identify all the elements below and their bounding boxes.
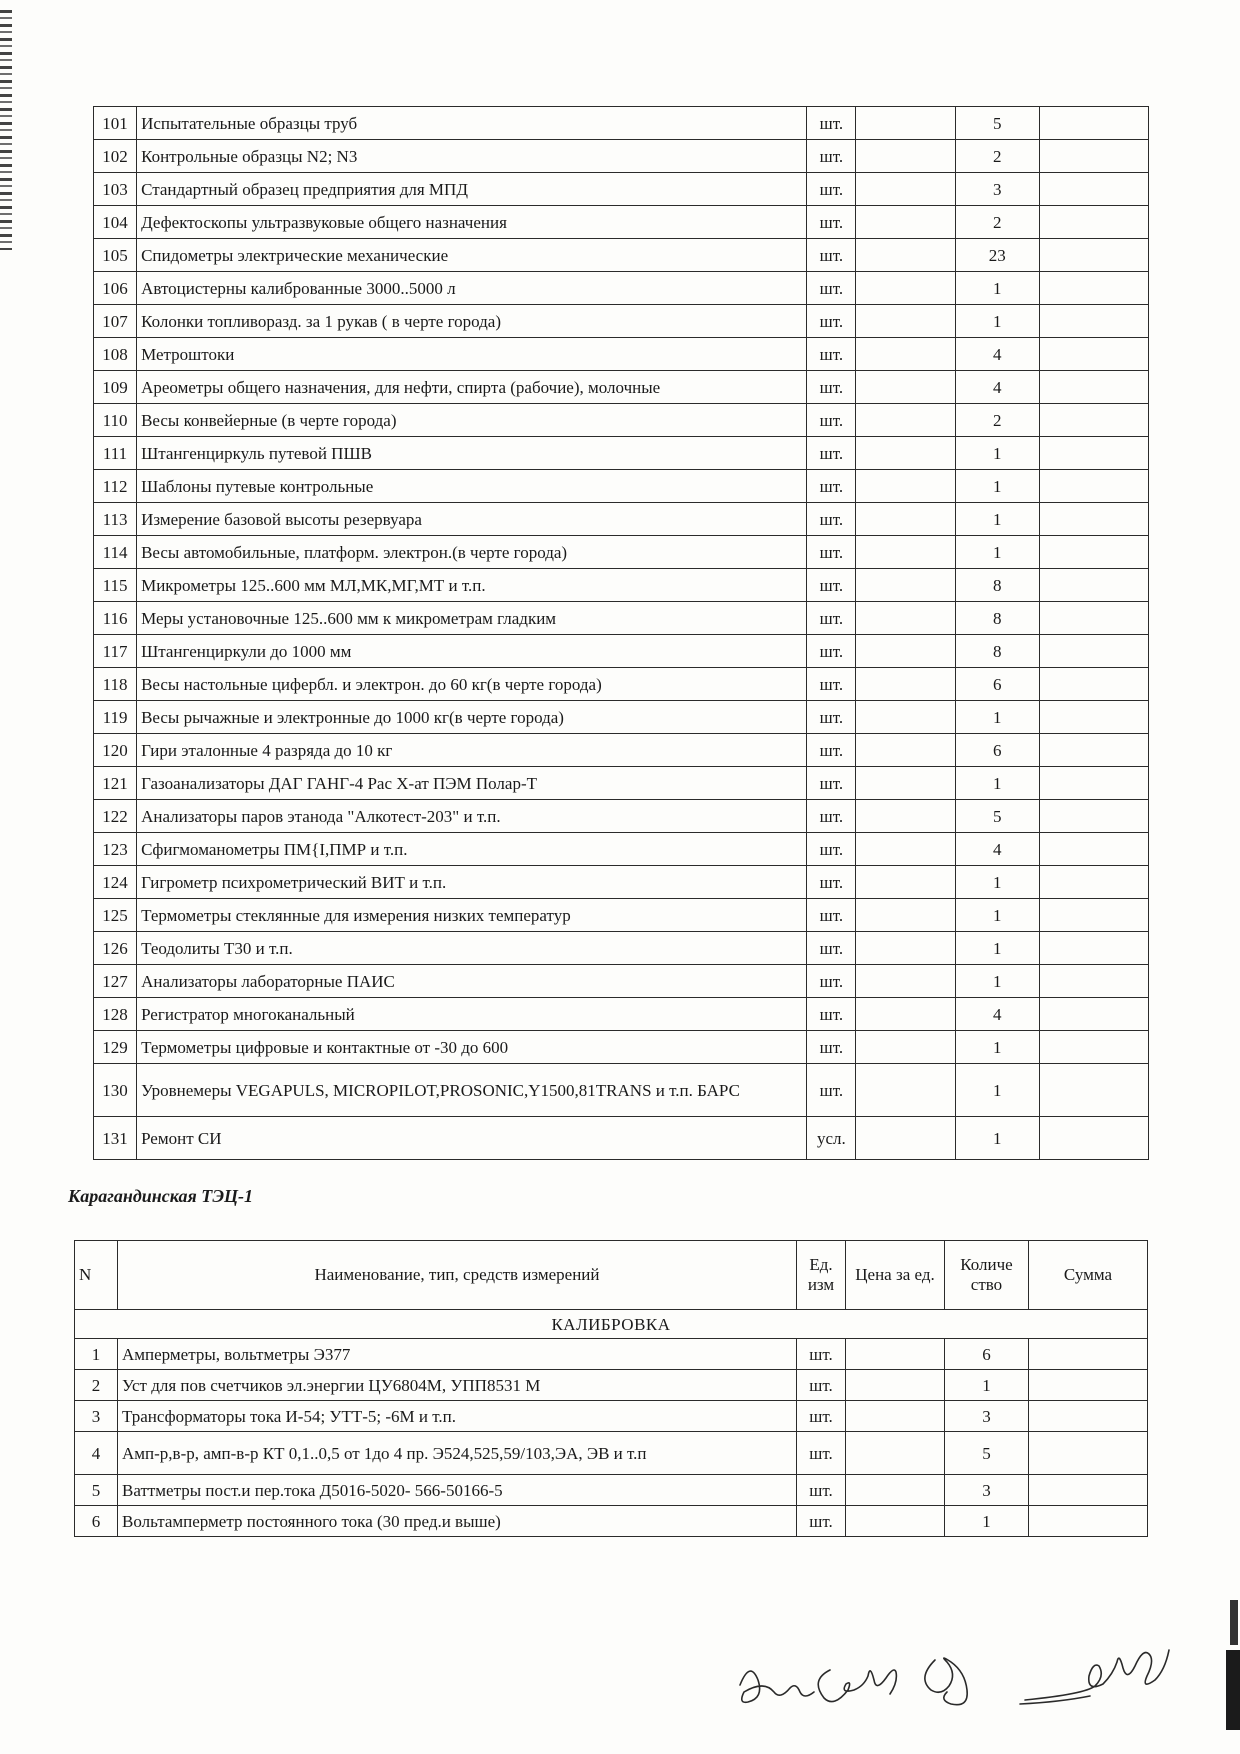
item-unit: шт. — [807, 173, 856, 206]
item-name: Анализаторы лабораторные ПАИС — [137, 965, 807, 998]
item-unit: шт. — [807, 734, 856, 767]
item-unit: шт. — [807, 536, 856, 569]
item-name: Регистратор многоканальный — [137, 998, 807, 1031]
table-row — [94, 305, 1149, 338]
item-name: Шаблоны путевые контрольные — [137, 470, 807, 503]
item-price — [856, 206, 955, 239]
item-name: Весы настольные цифербл. и электрон. до 60 кг(в черте города) — [137, 668, 807, 701]
row-number: 123 — [94, 833, 137, 866]
item-unit: шт. — [807, 998, 856, 1031]
item-name: Испытательные образцы труб — [137, 107, 807, 140]
item-unit: шт. — [807, 371, 856, 404]
item-sum — [1039, 107, 1148, 140]
item-quantity: 6 — [955, 668, 1039, 701]
table-row — [94, 800, 1149, 833]
row-number: 1 — [75, 1339, 118, 1370]
table-row — [75, 1432, 1148, 1475]
item-price — [856, 371, 955, 404]
row-number: 105 — [94, 239, 137, 272]
item-quantity: 6 — [955, 734, 1039, 767]
calibration-table — [74, 1240, 1148, 1537]
row-number: 114 — [94, 536, 137, 569]
item-sum — [1039, 833, 1148, 866]
row-number: 104 — [94, 206, 137, 239]
item-unit: шт. — [807, 338, 856, 371]
item-price — [856, 965, 955, 998]
row-number: 2 — [75, 1370, 118, 1401]
table-row — [94, 404, 1149, 437]
item-name: Стандартный образец предприятия для МПД — [137, 173, 807, 206]
item-unit: шт. — [807, 899, 856, 932]
item-sum — [1039, 701, 1148, 734]
item-name: Термометры цифровые и контактные от -30 до 600 — [137, 1031, 807, 1064]
row-number: 117 — [94, 635, 137, 668]
item-quantity: 5 — [955, 107, 1039, 140]
row-number: 106 — [94, 272, 137, 305]
item-price — [856, 272, 955, 305]
item-name: Термометры стеклянные для измерения низких температур — [137, 899, 807, 932]
table-row — [94, 371, 1149, 404]
item-price — [856, 932, 955, 965]
item-price — [856, 107, 955, 140]
item-sum — [1039, 1117, 1148, 1160]
item-quantity: 5 — [955, 800, 1039, 833]
table-row — [94, 437, 1149, 470]
item-quantity: 1 — [955, 305, 1039, 338]
table-row — [94, 734, 1149, 767]
item-sum — [1029, 1506, 1148, 1537]
item-price — [856, 668, 955, 701]
item-name: Гири эталонные 4 разряда до 10 кг — [137, 734, 807, 767]
table-row — [94, 932, 1149, 965]
item-unit: шт. — [807, 470, 856, 503]
item-sum — [1029, 1401, 1148, 1432]
header-n: N — [75, 1241, 118, 1310]
item-sum — [1039, 899, 1148, 932]
item-unit: шт. — [807, 668, 856, 701]
item-sum — [1029, 1475, 1148, 1506]
item-quantity: 3 — [945, 1401, 1029, 1432]
item-sum — [1039, 305, 1148, 338]
row-number: 101 — [94, 107, 137, 140]
item-price — [856, 173, 955, 206]
item-name: Весы рычажные и электронные до 1000 кг(в черте города) — [137, 701, 807, 734]
item-name: Весы конвейерные (в черте города) — [137, 404, 807, 437]
table-row — [94, 602, 1149, 635]
table-row — [75, 1506, 1148, 1537]
item-unit: шт. — [807, 833, 856, 866]
item-name: Контрольные образцы N2; N3 — [137, 140, 807, 173]
item-price — [856, 404, 955, 437]
item-sum — [1039, 470, 1148, 503]
row-number: 127 — [94, 965, 137, 998]
item-name: Амперметры, вольтметры Э377 — [118, 1339, 797, 1370]
item-unit: шт. — [797, 1370, 846, 1401]
item-quantity: 8 — [955, 569, 1039, 602]
subheader-row — [75, 1310, 1148, 1339]
item-sum — [1039, 173, 1148, 206]
item-price — [856, 503, 955, 536]
item-quantity: 1 — [955, 1031, 1039, 1064]
item-name: Теодолиты Т30 и т.п. — [137, 932, 807, 965]
item-quantity: 4 — [955, 833, 1039, 866]
item-name: Уст для пов счетчиков эл.энергии ЦУ6804М, УПП8531 М — [118, 1370, 797, 1401]
table-row — [75, 1339, 1148, 1370]
item-quantity: 1 — [945, 1370, 1029, 1401]
row-number: 108 — [94, 338, 137, 371]
item-unit: шт. — [807, 206, 856, 239]
row-number: 115 — [94, 569, 137, 602]
item-sum — [1039, 866, 1148, 899]
table-row — [94, 107, 1149, 140]
item-unit: шт. — [807, 503, 856, 536]
subheader-calibration: КАЛИБРОВКА — [75, 1310, 1148, 1339]
row-number: 116 — [94, 602, 137, 635]
header-name: Наименование, тип, средств измерений — [118, 1241, 797, 1310]
item-unit: шт. — [807, 800, 856, 833]
header-sum: Сумма — [1029, 1241, 1148, 1310]
item-unit: шт. — [807, 1064, 856, 1117]
item-price — [856, 569, 955, 602]
item-sum — [1039, 998, 1148, 1031]
item-name: Спидометры электрические механические — [137, 239, 807, 272]
binder-marks — [0, 10, 12, 250]
header-price: Цена за ед. — [846, 1241, 945, 1310]
item-unit: шт. — [807, 107, 856, 140]
item-sum — [1029, 1370, 1148, 1401]
item-sum — [1039, 239, 1148, 272]
row-number: 122 — [94, 800, 137, 833]
item-sum — [1039, 206, 1148, 239]
item-unit: шт. — [807, 635, 856, 668]
item-unit: шт. — [807, 305, 856, 338]
item-price — [856, 437, 955, 470]
table-row — [94, 569, 1149, 602]
table-row — [94, 998, 1149, 1031]
instruments-table — [93, 106, 1149, 1160]
row-number: 119 — [94, 701, 137, 734]
table-row — [94, 635, 1149, 668]
table-row — [94, 272, 1149, 305]
item-quantity: 1 — [955, 503, 1039, 536]
item-quantity: 1 — [955, 272, 1039, 305]
table-row — [94, 1064, 1149, 1117]
item-price — [856, 734, 955, 767]
item-sum — [1039, 569, 1148, 602]
item-name: Автоцистерны калиброванные 3000..5000 л — [137, 272, 807, 305]
item-unit: шт. — [807, 569, 856, 602]
row-number: 3 — [75, 1401, 118, 1432]
item-sum — [1039, 767, 1148, 800]
item-quantity: 1 — [945, 1506, 1029, 1537]
item-name: Амп-р,в-р, амп-в-р КТ 0,1..0,5 от 1до 4 пр. Э524,525,59/103,ЭА, ЭВ и т.п — [118, 1432, 797, 1475]
item-quantity: 1 — [955, 437, 1039, 470]
row-number: 129 — [94, 1031, 137, 1064]
item-price — [856, 470, 955, 503]
item-price — [856, 305, 955, 338]
item-unit: усл. — [807, 1117, 856, 1160]
item-quantity: 23 — [955, 239, 1039, 272]
header-unit: Ед. изм — [797, 1241, 846, 1310]
item-unit: шт. — [807, 767, 856, 800]
item-price — [846, 1432, 945, 1475]
item-name: Штангенциркуль путевой ПШВ — [137, 437, 807, 470]
item-price — [856, 767, 955, 800]
row-number: 111 — [94, 437, 137, 470]
row-number: 107 — [94, 305, 137, 338]
item-price — [856, 635, 955, 668]
item-price — [856, 338, 955, 371]
item-sum — [1039, 932, 1148, 965]
table-row — [94, 206, 1149, 239]
item-unit: шт. — [807, 404, 856, 437]
item-quantity: 1 — [955, 470, 1039, 503]
signatures — [720, 1630, 1200, 1720]
item-name: Сфигмоманометры ПМ{I,ПМР и т.п. — [137, 833, 807, 866]
item-name: Газоанализаторы ДАГ ГАНГ-4 Рас Х-ат ПЭМ Полар-Т — [137, 767, 807, 800]
item-price — [846, 1401, 945, 1432]
item-quantity: 1 — [955, 965, 1039, 998]
item-quantity: 3 — [945, 1475, 1029, 1506]
item-name: Уровнемеры VEGAPULS, MICROPILOT,PROSONIC,Y1500,81TRANS и т.п. БАРС — [137, 1064, 807, 1117]
item-price — [856, 1064, 955, 1117]
item-quantity: 4 — [955, 998, 1039, 1031]
item-price — [856, 1117, 955, 1160]
item-unit: шт. — [807, 965, 856, 998]
row-number: 112 — [94, 470, 137, 503]
table-row — [94, 668, 1149, 701]
table-row — [94, 338, 1149, 371]
item-sum — [1039, 536, 1148, 569]
row-number: 118 — [94, 668, 137, 701]
item-name: Меры установочные 125..600 мм к микрометрам гладким — [137, 602, 807, 635]
item-sum — [1039, 371, 1148, 404]
item-price — [856, 701, 955, 734]
item-sum — [1039, 635, 1148, 668]
scan-edge-mark — [1230, 1600, 1238, 1645]
item-price — [856, 833, 955, 866]
item-quantity: 8 — [955, 602, 1039, 635]
item-quantity: 1 — [955, 701, 1039, 734]
item-unit: шт. — [797, 1401, 846, 1432]
item-unit: шт. — [807, 932, 856, 965]
item-sum — [1039, 800, 1148, 833]
item-unit: шт. — [807, 437, 856, 470]
row-number: 5 — [75, 1475, 118, 1506]
item-quantity: 1 — [955, 1064, 1039, 1117]
item-quantity: 4 — [955, 371, 1039, 404]
item-quantity: 1 — [955, 932, 1039, 965]
item-name: Дефектоскопы ультразвуковые общего назначения — [137, 206, 807, 239]
item-quantity: 1 — [955, 866, 1039, 899]
item-quantity: 3 — [955, 173, 1039, 206]
item-name: Метроштоки — [137, 338, 807, 371]
item-name: Анализаторы паров этанода "Алкотест-203" и т.п. — [137, 800, 807, 833]
item-sum — [1039, 272, 1148, 305]
item-quantity: 1 — [955, 767, 1039, 800]
item-price — [846, 1475, 945, 1506]
scan-edge-mark — [1226, 1650, 1240, 1730]
row-number: 124 — [94, 866, 137, 899]
item-name: Вольтамперметр постоянного тока (30 пред.и выше) — [118, 1506, 797, 1537]
row-number: 131 — [94, 1117, 137, 1160]
item-quantity: 6 — [945, 1339, 1029, 1370]
item-sum — [1039, 437, 1148, 470]
item-unit: шт. — [807, 1031, 856, 1064]
item-sum — [1039, 503, 1148, 536]
item-name: Трансформаторы тока И-54; УТТ-5; -6М и т.п. — [118, 1401, 797, 1432]
table-row — [94, 701, 1149, 734]
item-price — [856, 140, 955, 173]
item-unit: шт. — [797, 1339, 846, 1370]
item-unit: шт. — [807, 602, 856, 635]
item-unit: шт. — [807, 272, 856, 305]
item-name: Ремонт СИ — [137, 1117, 807, 1160]
item-price — [856, 800, 955, 833]
item-price — [856, 1031, 955, 1064]
item-price — [846, 1506, 945, 1537]
row-number: 126 — [94, 932, 137, 965]
item-name: Штангенциркули до 1000 мм — [137, 635, 807, 668]
item-unit: шт. — [797, 1506, 846, 1537]
item-price — [856, 602, 955, 635]
header-qty: Количе ство — [945, 1241, 1029, 1310]
item-quantity: 1 — [955, 1117, 1039, 1160]
table-row — [75, 1401, 1148, 1432]
item-unit: шт. — [797, 1475, 846, 1506]
item-unit: шт. — [807, 701, 856, 734]
table-row — [94, 1117, 1149, 1160]
item-name: Гигрометр психрометрический ВИТ и т.п. — [137, 866, 807, 899]
item-quantity: 8 — [955, 635, 1039, 668]
table-row — [94, 833, 1149, 866]
item-name: Микрометры 125..600 мм МЛ,МК,МГ,МТ и т.п. — [137, 569, 807, 602]
item-sum — [1039, 1064, 1148, 1117]
table-row — [94, 239, 1149, 272]
item-sum — [1039, 338, 1148, 371]
item-sum — [1039, 602, 1148, 635]
item-price — [856, 536, 955, 569]
table-row — [94, 965, 1149, 998]
table-row — [75, 1370, 1148, 1401]
table-header-row — [75, 1241, 1148, 1310]
table-row — [75, 1475, 1148, 1506]
table-row — [94, 470, 1149, 503]
table-row — [94, 866, 1149, 899]
item-price — [846, 1370, 945, 1401]
row-number: 128 — [94, 998, 137, 1031]
table-row — [94, 173, 1149, 206]
table-row — [94, 767, 1149, 800]
row-number: 109 — [94, 371, 137, 404]
row-number: 6 — [75, 1506, 118, 1537]
row-number: 130 — [94, 1064, 137, 1117]
table-row — [94, 899, 1149, 932]
item-price — [856, 866, 955, 899]
item-quantity: 5 — [945, 1432, 1029, 1475]
row-number: 103 — [94, 173, 137, 206]
item-quantity: 2 — [955, 404, 1039, 437]
item-sum — [1039, 404, 1148, 437]
item-quantity: 2 — [955, 206, 1039, 239]
row-number: 121 — [94, 767, 137, 800]
item-unit: шт. — [807, 140, 856, 173]
item-unit: шт. — [807, 866, 856, 899]
item-name: Ваттметры пост.и пер.тока Д5016-5020- 566-50166-5 — [118, 1475, 797, 1506]
item-sum — [1039, 734, 1148, 767]
row-number: 120 — [94, 734, 137, 767]
item-quantity: 4 — [955, 338, 1039, 371]
table-row — [94, 140, 1149, 173]
item-price — [856, 899, 955, 932]
table-row — [94, 503, 1149, 536]
item-unit: шт. — [797, 1432, 846, 1475]
item-name: Ареометры общего назначения, для нефти, спирта (рабочие), молочные — [137, 371, 807, 404]
item-quantity: 1 — [955, 536, 1039, 569]
row-number: 4 — [75, 1432, 118, 1475]
table-row — [94, 536, 1149, 569]
item-price — [856, 239, 955, 272]
item-price — [846, 1339, 945, 1370]
item-sum — [1039, 140, 1148, 173]
item-sum — [1039, 1031, 1148, 1064]
item-name: Измерение базовой высоты резервуара — [137, 503, 807, 536]
item-quantity: 1 — [955, 899, 1039, 932]
table-row — [94, 1031, 1149, 1064]
row-number: 102 — [94, 140, 137, 173]
item-quantity: 2 — [955, 140, 1039, 173]
item-sum — [1039, 668, 1148, 701]
item-name: Весы автомобильные, платформ. электрон.(в черте города) — [137, 536, 807, 569]
row-number: 113 — [94, 503, 137, 536]
item-unit: шт. — [807, 239, 856, 272]
item-name: Колонки топливоразд. за 1 рукав ( в черте города) — [137, 305, 807, 338]
item-sum — [1029, 1432, 1148, 1475]
item-sum — [1029, 1339, 1148, 1370]
row-number: 125 — [94, 899, 137, 932]
section-title: Карагандинская ТЭЦ-1 — [68, 1186, 254, 1206]
row-number: 110 — [94, 404, 137, 437]
item-sum — [1039, 965, 1148, 998]
item-price — [856, 998, 955, 1031]
